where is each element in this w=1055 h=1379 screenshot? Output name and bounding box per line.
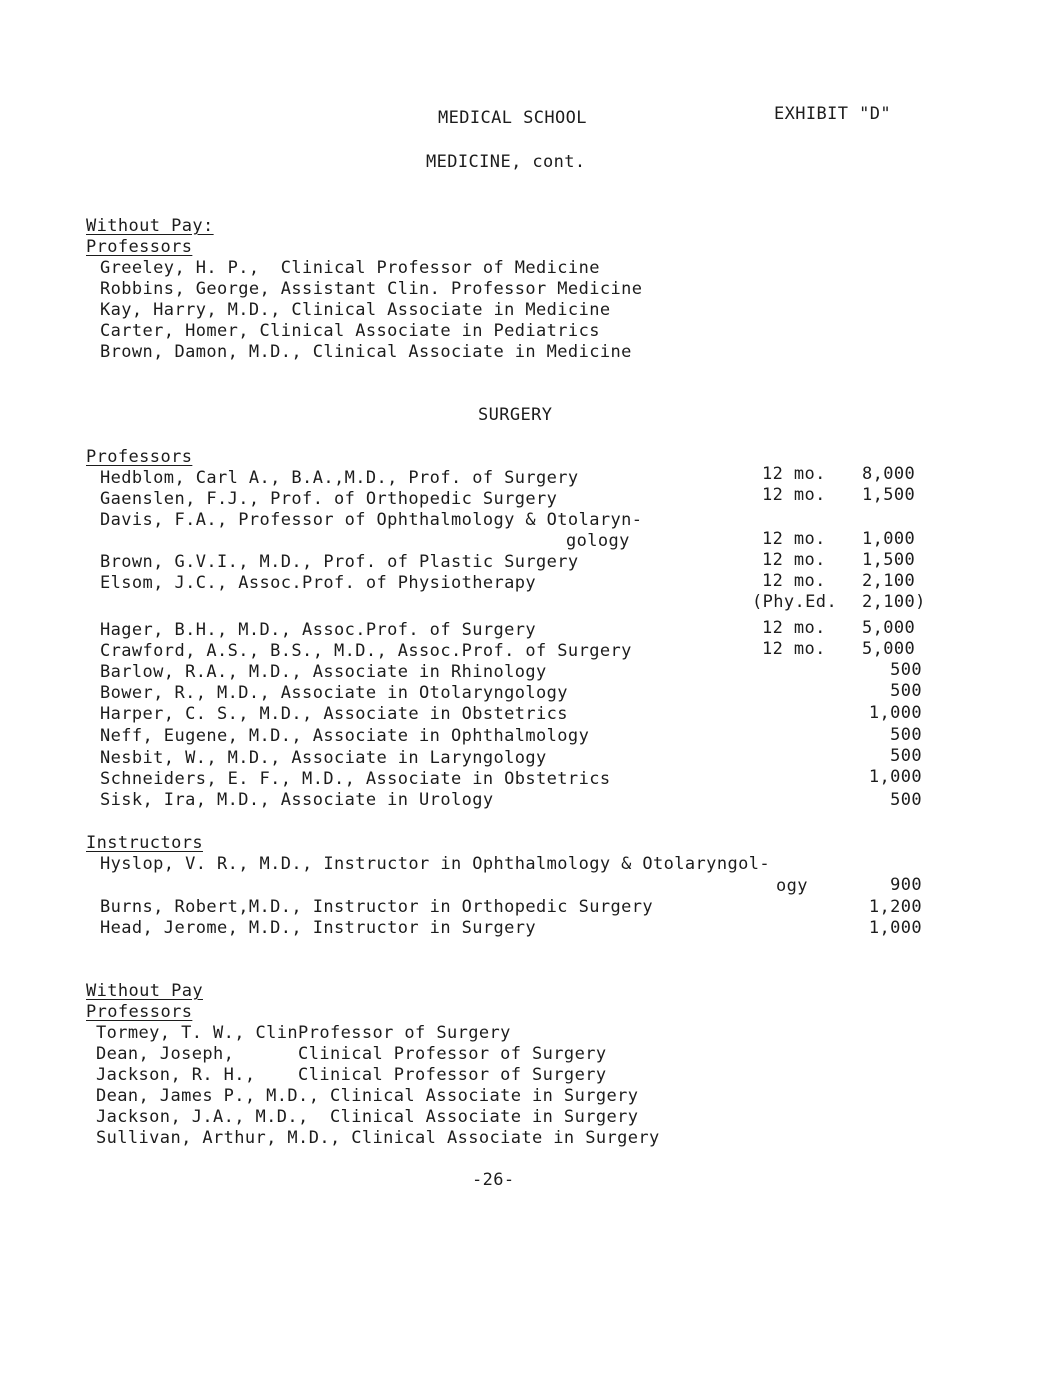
table-row-amount: 1,000 (868, 703, 922, 723)
section-heading-surgery: SURGERY (478, 405, 553, 425)
list-item: Jackson, J.A., M.D., Clinical Associate in Surgery (96, 1107, 639, 1127)
table-row-name: Gaenslen, F.J., Prof. of Orthopedic Surgery (100, 489, 558, 509)
table-row-term: 12 mo. (762, 485, 826, 505)
table-row-name: Head, Jerome, M.D., Instructor in Surgery (100, 918, 537, 938)
table-row-name: Burns, Robert,M.D., Instructor in Orthopedic Surgery (100, 897, 654, 917)
table-row-term: (Phy.Ed. (752, 592, 838, 612)
subheading-professors: Professors (86, 237, 193, 257)
subheading-professors: Professors (86, 1002, 193, 1022)
table-row-term: 12 mo. (762, 464, 826, 484)
table-row-amount: 900 (890, 875, 922, 895)
table-row-name: Elsom, J.C., Assoc.Prof. of Physiotherapy (100, 573, 537, 593)
list-item: Greeley, H. P., Clinical Professor of Medicine (100, 258, 600, 278)
table-row-name: Hyslop, V. R., M.D., Instructor in Ophthalmology & Otolaryngol- (100, 854, 770, 874)
list-item: Dean, Joseph, Clinical Professor of Surgery (96, 1044, 607, 1064)
table-row-amount: 2,100 (862, 571, 916, 591)
subheading-professors: Professors (86, 447, 193, 467)
table-row-name: Neff, Eugene, M.D., Associate in Ophthalmology (100, 726, 590, 746)
table-row-name: gology (566, 531, 630, 551)
table-row-name: Nesbit, W., M.D., Associate in Laryngology (100, 748, 547, 768)
table-row-name: Sisk, Ira, M.D., Associate in Urology (100, 790, 494, 810)
table-row-amount: 1,000 (868, 918, 922, 938)
table-row-amount: 5,000 (862, 618, 916, 638)
page-number: -26- (472, 1170, 515, 1190)
table-row-name: Hager, B.H., M.D., Assoc.Prof. of Surgery (100, 620, 537, 640)
list-item: Brown, Damon, M.D., Clinical Associate in Medicine (100, 342, 632, 362)
table-row-term: 12 mo. (762, 529, 826, 549)
table-row-amount: 2,100) (862, 592, 926, 612)
table-row-name: Schneiders, E. F., M.D., Associate in Obstetrics (100, 769, 611, 789)
table-row-amount: 1,500 (862, 485, 916, 505)
list-item: Sullivan, Arthur, M.D., Clinical Associate in Surgery (96, 1128, 660, 1148)
list-item: Robbins, George, Assistant Clin. Professor Medicine (100, 279, 643, 299)
table-row-amount: 1,000 (862, 529, 916, 549)
table-row-term: 12 mo. (762, 571, 826, 591)
table-row-amount: 1,500 (862, 550, 916, 570)
table-row-name: Brown, G.V.I., M.D., Prof. of Plastic Surgery (100, 552, 579, 572)
table-row-amount: 500 (890, 681, 922, 701)
table-row-name: Barlow, R.A., M.D., Associate in Rhinology (100, 662, 547, 682)
section-heading-without-pay: Without Pay: (86, 216, 214, 236)
list-item: Kay, Harry, M.D., Clinical Associate in Medicine (100, 300, 611, 320)
list-item: Jackson, R. H., Clinical Professor of Surgery (96, 1065, 607, 1085)
exhibit-label: EXHIBIT "D" (774, 104, 891, 124)
table-row-amount: 500 (890, 790, 922, 810)
table-row-name: Hedblom, Carl A., B.A.,M.D., Prof. of Surgery (100, 468, 579, 488)
table-row-term: 12 mo. (762, 550, 826, 570)
document-subtitle: MEDICINE, cont. (426, 152, 586, 172)
list-item: Dean, James P., M.D., Clinical Associate in Surgery (96, 1086, 639, 1106)
table-row-amount: 500 (890, 660, 922, 680)
document-title: MEDICAL SCHOOL (438, 108, 587, 128)
table-row-name: ogy (776, 876, 808, 896)
table-row-name: Bower, R., M.D., Associate in Otolaryngology (100, 683, 568, 703)
table-row-term: 12 mo. (762, 639, 826, 659)
list-item: Tormey, T. W., ClinProfessor of Surgery (96, 1023, 511, 1043)
table-row-amount: 5,000 (862, 639, 916, 659)
table-row-name: Crawford, A.S., B.S., M.D., Assoc.Prof. of Surgery (100, 641, 632, 661)
table-row-amount: 8,000 (862, 464, 916, 484)
table-row-amount: 500 (890, 746, 922, 766)
subheading-instructors: Instructors (86, 833, 203, 853)
list-item: Carter, Homer, Clinical Associate in Pediatrics (100, 321, 600, 341)
table-row-name: Davis, F.A., Professor of Ophthalmology & Otolaryn- (100, 510, 643, 530)
table-row-amount: 1,000 (868, 767, 922, 787)
table-row-term: 12 mo. (762, 618, 826, 638)
table-row-amount: 500 (890, 725, 922, 745)
table-row-name: Harper, C. S., M.D., Associate in Obstetrics (100, 704, 568, 724)
section-heading-without-pay: Without Pay (86, 981, 203, 1001)
table-row-amount: 1,200 (868, 897, 922, 917)
